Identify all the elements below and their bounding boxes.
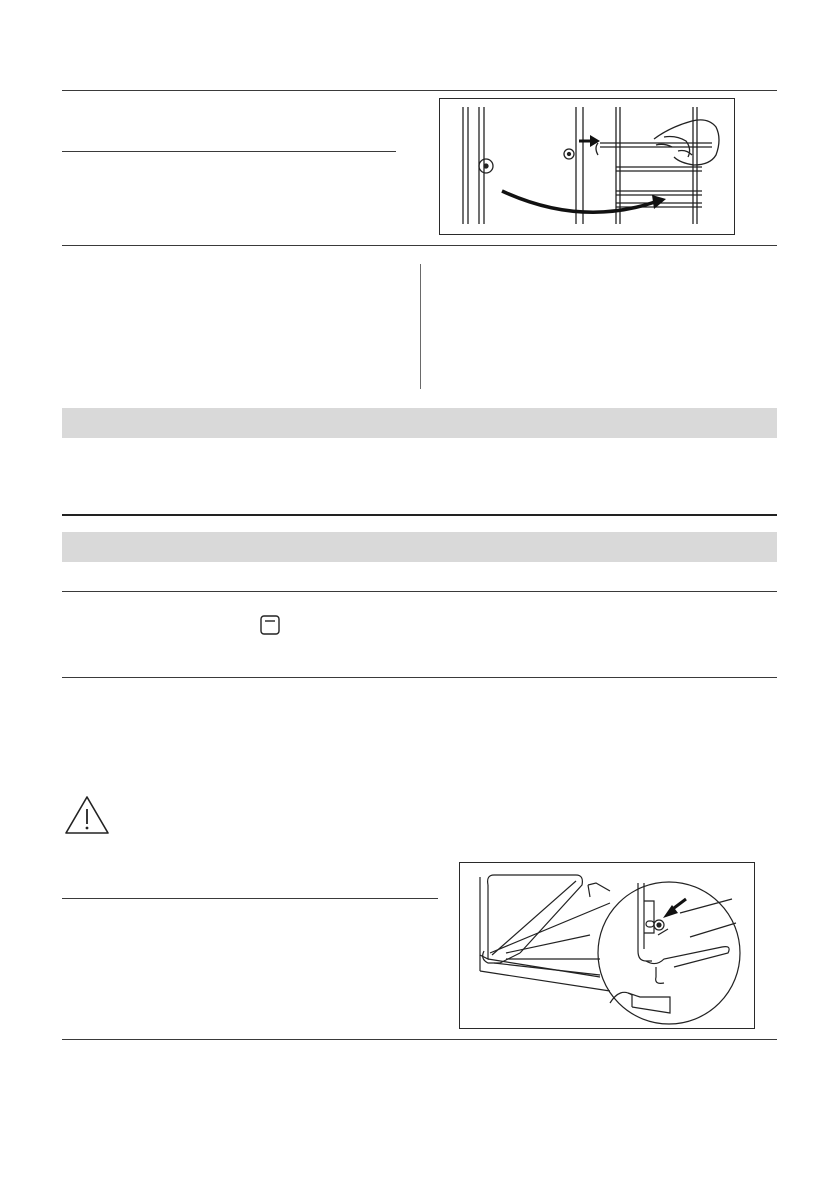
section-divider [62, 245, 777, 246]
column-divider [420, 264, 421, 389]
warning-triangle-icon [63, 794, 111, 836]
section-heading-band [62, 408, 777, 438]
text-column-divider [62, 151, 396, 152]
oven-light-symbol-icon [260, 615, 280, 635]
door-hinge-icon [460, 863, 756, 1030]
section-divider [62, 591, 777, 592]
door-hinge-lock-illustration [459, 862, 755, 1029]
chapter-divider [62, 514, 777, 516]
oven-shelf-support-icon [440, 99, 736, 236]
text-column-divider [62, 898, 438, 899]
section-divider [62, 90, 777, 91]
section-heading-band [62, 532, 777, 562]
section-divider [62, 677, 777, 678]
section-divider [62, 1039, 777, 1040]
shelf-support-removal-illustration [439, 98, 735, 235]
